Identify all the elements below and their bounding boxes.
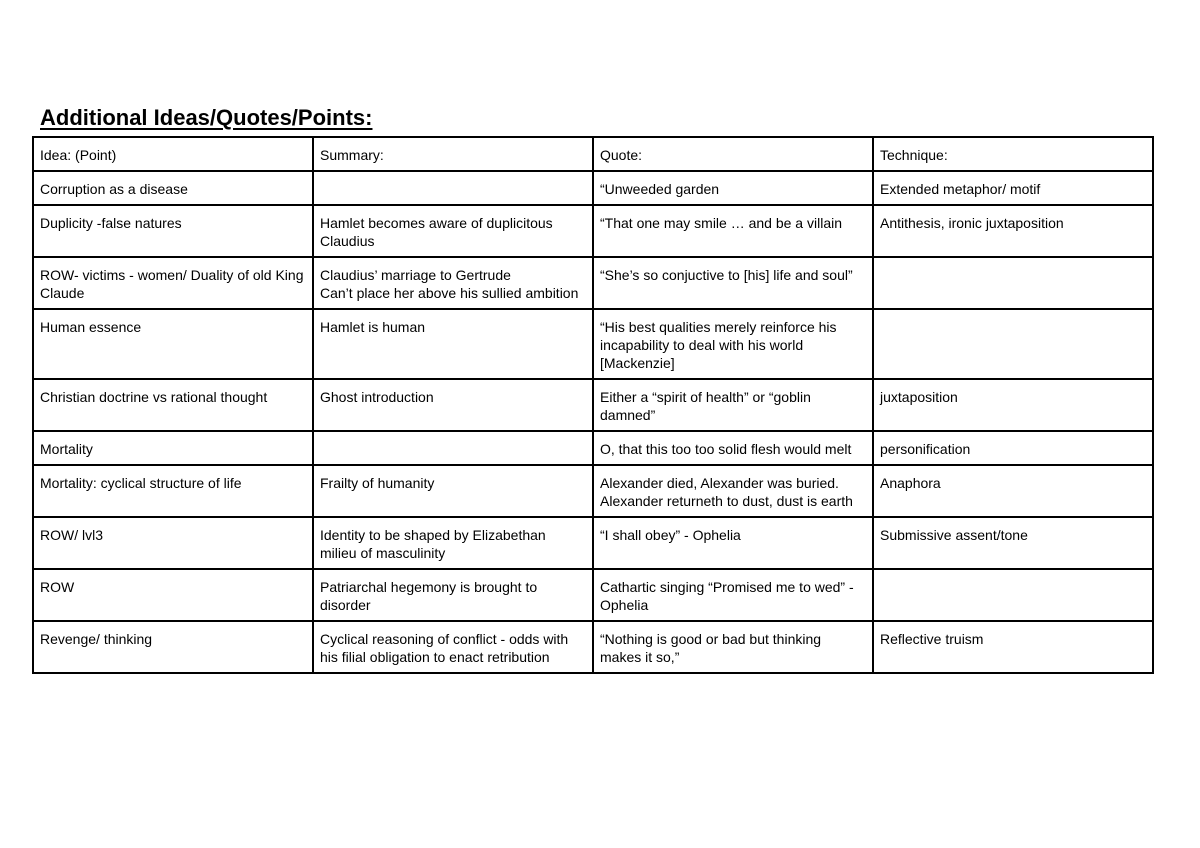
quote-cell: “She’s so conjuctive to [his] life and soul” — [593, 257, 873, 309]
header-quote: Quote: — [593, 137, 873, 171]
technique-cell: Antithesis, ironic juxtaposition — [873, 205, 1153, 257]
summary-cell: Patriarchal hegemony is brought to disorder — [313, 569, 593, 621]
technique-cell: personification — [873, 431, 1153, 465]
quote-cell: Either a “spirit of health” or “goblin damned” — [593, 379, 873, 431]
header-summary: Summary: — [313, 137, 593, 171]
idea-cell: ROW/ lvl3 — [33, 517, 313, 569]
page-title: Additional Ideas/Quotes/Points: — [40, 105, 373, 130]
technique-cell: juxtaposition — [873, 379, 1153, 431]
technique-cell: Reflective truism — [873, 621, 1153, 673]
idea-cell: Duplicity -false natures — [33, 205, 313, 257]
summary-cell: Cyclical reasoning of conflict - odds with his filial obligation to enact retribution — [313, 621, 593, 673]
technique-cell: Extended metaphor/ motif — [873, 171, 1153, 205]
technique-cell: Submissive assent/tone — [873, 517, 1153, 569]
table-row — [33, 257, 1153, 309]
table-row — [33, 569, 1153, 621]
quote-cell: Cathartic singing “Promised me to wed” - Ophelia — [593, 569, 873, 621]
summary-cell: Hamlet becomes aware of duplicitous Claudius — [313, 205, 593, 257]
idea-cell: Christian doctrine vs rational thought — [33, 379, 313, 431]
technique-cell — [873, 309, 1153, 379]
table-row — [33, 205, 1153, 257]
table-row — [33, 309, 1153, 379]
table-row — [33, 379, 1153, 431]
quote-cell: Alexander died, Alexander was buried. Alexander returneth to dust, dust is earth — [593, 465, 873, 517]
header-technique: Technique: — [873, 137, 1153, 171]
header-idea: Idea: (Point) — [33, 137, 313, 171]
quote-cell: “His best qualities merely reinforce his incapability to deal with his world [Mackenzie] — [593, 309, 873, 379]
idea-cell: Mortality — [33, 431, 313, 465]
technique-cell — [873, 257, 1153, 309]
idea-cell: ROW — [33, 569, 313, 621]
table-row — [33, 171, 1153, 205]
summary-cell — [313, 431, 593, 465]
summary-cell: Identity to be shaped by Elizabethan milieu of masculinity — [313, 517, 593, 569]
idea-cell: Corruption as a disease — [33, 171, 313, 205]
technique-cell: Anaphora — [873, 465, 1153, 517]
summary-cell: Frailty of humanity — [313, 465, 593, 517]
quote-cell: “I shall obey” - Ophelia — [593, 517, 873, 569]
technique-cell — [873, 569, 1153, 621]
table-row — [33, 517, 1153, 569]
summary-cell: Hamlet is human — [313, 309, 593, 379]
table-row — [33, 621, 1153, 673]
idea-cell: Human essence — [33, 309, 313, 379]
quote-cell: “Nothing is good or bad but thinking makes it so,” — [593, 621, 873, 673]
table-header-row — [33, 137, 1153, 171]
summary-cell — [313, 171, 593, 205]
table-row — [33, 431, 1153, 465]
table-row — [33, 465, 1153, 517]
summary-cell: Ghost introduction — [313, 379, 593, 431]
idea-cell: Revenge/ thinking — [33, 621, 313, 673]
notes-table — [32, 136, 1154, 674]
quote-cell: “Unweeded garden — [593, 171, 873, 205]
quote-cell: O, that this too too solid flesh would melt — [593, 431, 873, 465]
idea-cell: ROW- victims - women/ Duality of old King Claude — [33, 257, 313, 309]
summary-cell: Claudius’ marriage to Gertrude Can’t place her above his sullied ambition — [313, 257, 593, 309]
quote-cell: “That one may smile … and be a villain — [593, 205, 873, 257]
idea-cell: Mortality: cyclical structure of life — [33, 465, 313, 517]
